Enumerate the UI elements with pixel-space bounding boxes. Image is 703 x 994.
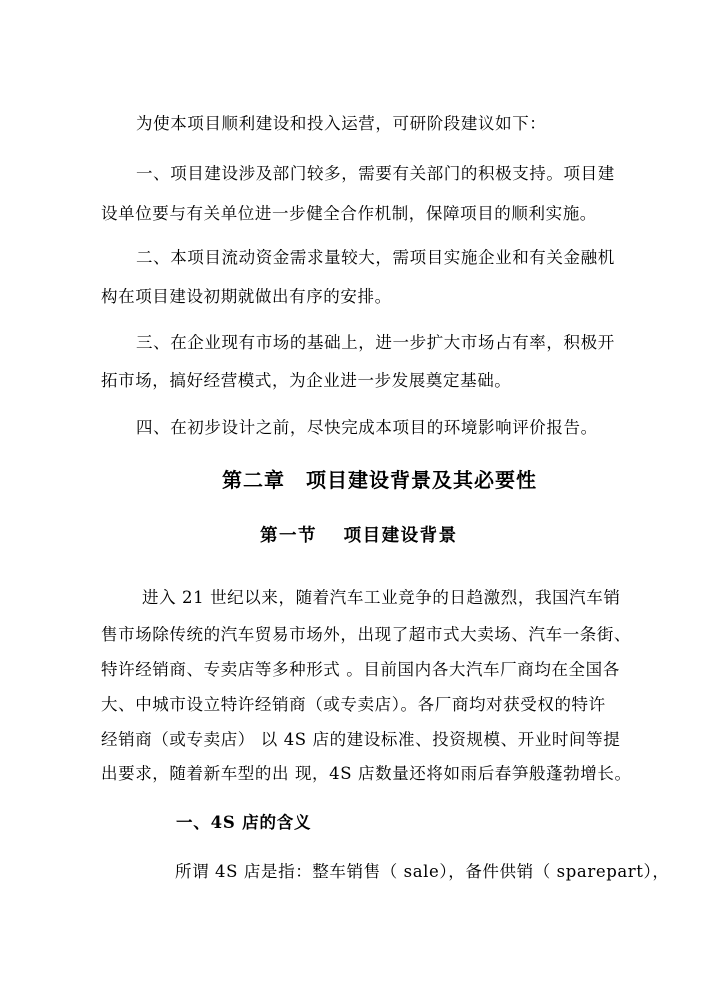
background-line-5: 经销商（或专卖店） 以 4S 店的建设标准、投资规模、开业时间等提: [101, 730, 621, 749]
background-line-1: 进入 21 世纪以来，随着汽车工业竞争的日趋激烈，我国汽车销: [142, 588, 621, 607]
background-line-4: 大、中城市设立特许经销商（或专卖店）。各厂商均对获受权的特许: [101, 695, 606, 714]
recommendation-4-line-1: 四、在初步设计之前，尽快完成本项目的环境影响评价报告。: [136, 418, 598, 437]
intro-text: 为使本项目顺利建设和投入运营，可研阶段建议如下：: [136, 114, 547, 133]
section-title: 第一节 项目建设背景: [260, 526, 458, 546]
recommendation-2-line-1: 二、本项目流动资金需求量较大，需项目实施企业和有关金融机: [136, 248, 615, 267]
background-line-6: 出要求，随着新车型的出 现，4S 店数量还将如雨后春笋般蓬勃增长。: [101, 764, 632, 783]
definition-line: 所谓 4S 店是指：整车销售（ sale），备件供销（ sparepart），: [175, 862, 670, 881]
background-line-3: 特许经销商、专卖店等多种形式 。目前国内各大汽车厂商均在全国各: [101, 660, 620, 679]
background-line-2: 售市场除传统的汽车贸易市场外，出现了超市式大卖场、汽车一条街、: [101, 625, 632, 644]
recommendation-1-line-2: 设单位要与有关单位进一步健全合作机制，保障项目的顺利实施。: [101, 204, 597, 223]
recommendation-3-line-2: 拓市场，搞好经营模式，为企业进一步发展奠定基础。: [101, 371, 512, 390]
chapter-title: 第二章 项目建设背景及其必要性: [222, 468, 537, 492]
recommendation-2-line-2: 构在项目建设初期就做出有序的安排。: [101, 287, 392, 306]
recommendation-1-line-1: 一、项目建设涉及部门较多，需要有关部门的积极支持。项目建: [136, 164, 615, 183]
subheading-4s-meaning: 一、4S 店的含义: [176, 813, 312, 832]
recommendation-3-line-1: 三、在企业现有市场的基础上，进一步扩大市场占有率，积极开: [136, 333, 615, 352]
